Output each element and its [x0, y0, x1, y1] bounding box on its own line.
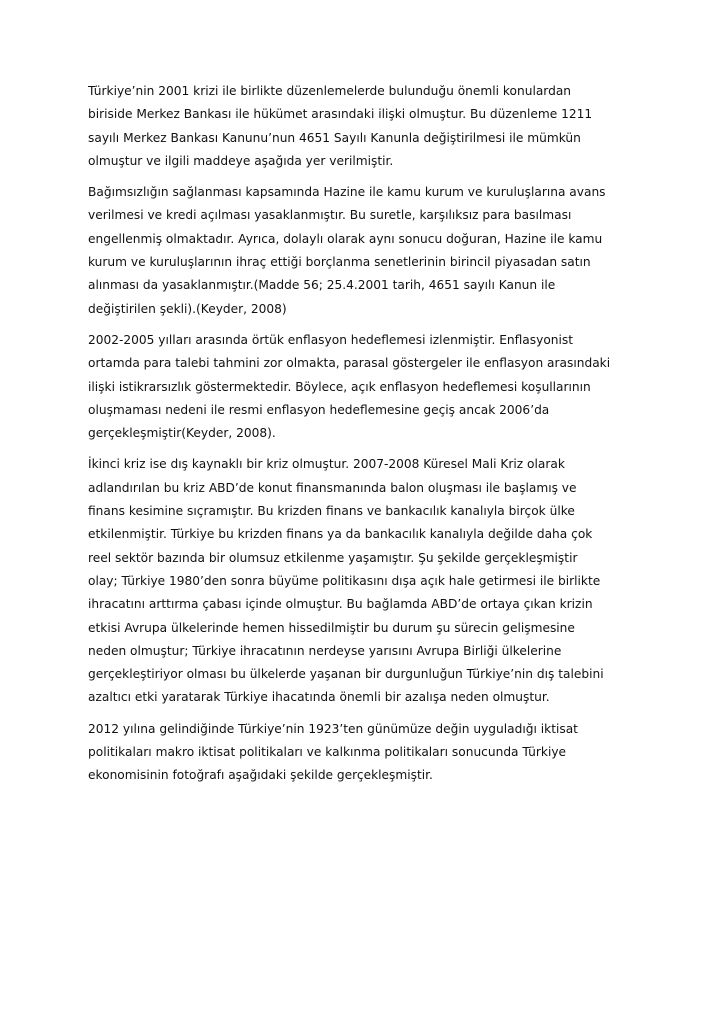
text-line: gerçekleştiriyor olması bu ülkelerde yaşanan bir durgunluğun Türkiye’nin dış talebini: [88, 667, 604, 682]
text-line: adlandırılan bu kriz ABD’de konut finansmanında balon oluşması ile başlamış ve: [88, 480, 577, 495]
text-line: Bağımsızlığın sağlanması kapsamında Hazine ile kamu kurum ve kuruluşlarına avans: [88, 185, 606, 200]
text-line: etkisi Avrupa ülkelerinde hemen hissedilmiştir bu durum şu sürecin gelişmesine: [88, 620, 575, 635]
text-line: politikaları makro iktisat politikaları ve kalkınma politikaları sonucunda Türkiye: [88, 745, 567, 760]
text-line: finans kesimine sıçramıştır. Bu krizden finans ve bankacılık kanalıyla birçok ülke: [88, 504, 575, 519]
text-line: ekonomisinin fotoğrafı aşağıdaki şekilde gerçekleşmiştir.: [88, 768, 433, 783]
text-line: ortamda para talebi tahmini zor olmakta, parasal göstergeler ile enflasyon arasındaki: [88, 356, 611, 371]
text-line: ilişki istikrarsızlık göstermektedir. Böylece, açık enflasyon hedeflemesi koşullarının: [88, 379, 591, 394]
paragraph-3: [88, 329, 648, 445]
text-line: reel sektör bazında bir olumsuz etkilenme yaşamıştır. Şu şekilde gerçekleşmiştir: [88, 550, 578, 565]
text-line: biriside Merkez Bankası ile hükümet arasındaki ilişki olmuştur. Bu düzenleme 1211: [88, 107, 593, 122]
text-line: oluşmaması nedeni ile resmi enflasyon hedeflemesine geçiş ancak 2006’da: [88, 402, 550, 417]
text-line: etkilenmiştir. Türkiye bu krizden finans ya da bankacılık kanalıyla değilde daha çok: [88, 527, 593, 542]
text-line: ihracatını arttırma çabası içinde olmuştur. Bu bağlamda ABD’de ortaya çıkan krizin: [88, 597, 593, 612]
text-line: Türkiye’nin 2001 krizi ile birlikte düzenlemelerde bulunduğu önemli konulardan: [88, 84, 572, 98]
text-line: neden olmuştur; Türkiye ihracatının nerdeyse yarısını Avrupa Birliği ülkelerine: [88, 643, 562, 658]
text-line: 2002-2005 yılları arasında örtük enflasyon hedeflemesi izlenmiştir. Enflasyonist: [88, 332, 574, 347]
text-line: verilmesi ve kredi açılması yasaklanmıştır. Bu suretle, karşılıksız para basılması: [88, 208, 572, 223]
text-line: sayılı Merkez Bankası Kanunu’nun 4651 Sayılı Kanunla değiştirilmesi ile mümkün: [88, 130, 581, 145]
text-line: olmuştur ve ilgili maddeye aşağıda yer verilmiştir.: [88, 153, 394, 168]
text-line: olay; Türkiye 1980’den sonra büyüme politikasını dışa açık hale getirmesi ile birlikte: [88, 573, 601, 588]
text-line: alınması da yasaklanmıştır.(Madde 56; 25.4.2001 tarih, 4651 sayılı Kanun ile: [88, 278, 556, 293]
text-line: 2012 yılına gelindiğinde Türkiye’nin 1923’ten günümüze değin uyguladığı iktisat: [88, 721, 578, 736]
document-body: [88, 80, 648, 796]
paragraph-5: [88, 718, 648, 788]
text-line: gerçekleşmiştir(Keyder, 2008).: [88, 426, 276, 441]
paragraph-2: [88, 181, 648, 321]
text-line: azaltıcı etki yaratarak Türkiye ihacatında önemli bir azalışa neden olmuştur.: [88, 690, 550, 705]
text-line: kurum ve kuruluşlarının ihraç ettiği borçlanma senetlerinin birincil piyasadan satın: [88, 255, 591, 270]
text-line: İkinci kriz ise dış kaynaklı bir kriz olmuştur. 2007-2008 Küresel Mali Kriz olarak: [88, 457, 565, 472]
text-line: engellenmiş olmaktadır. Ayrıca, dolaylı olarak aynı sonucu doğuran, Hazine ile kamu: [88, 231, 603, 246]
text-line: değiştirilen şekli).(Keyder, 2008): [88, 301, 287, 316]
paragraph-1: [88, 80, 648, 173]
paragraph-4: [88, 453, 648, 709]
